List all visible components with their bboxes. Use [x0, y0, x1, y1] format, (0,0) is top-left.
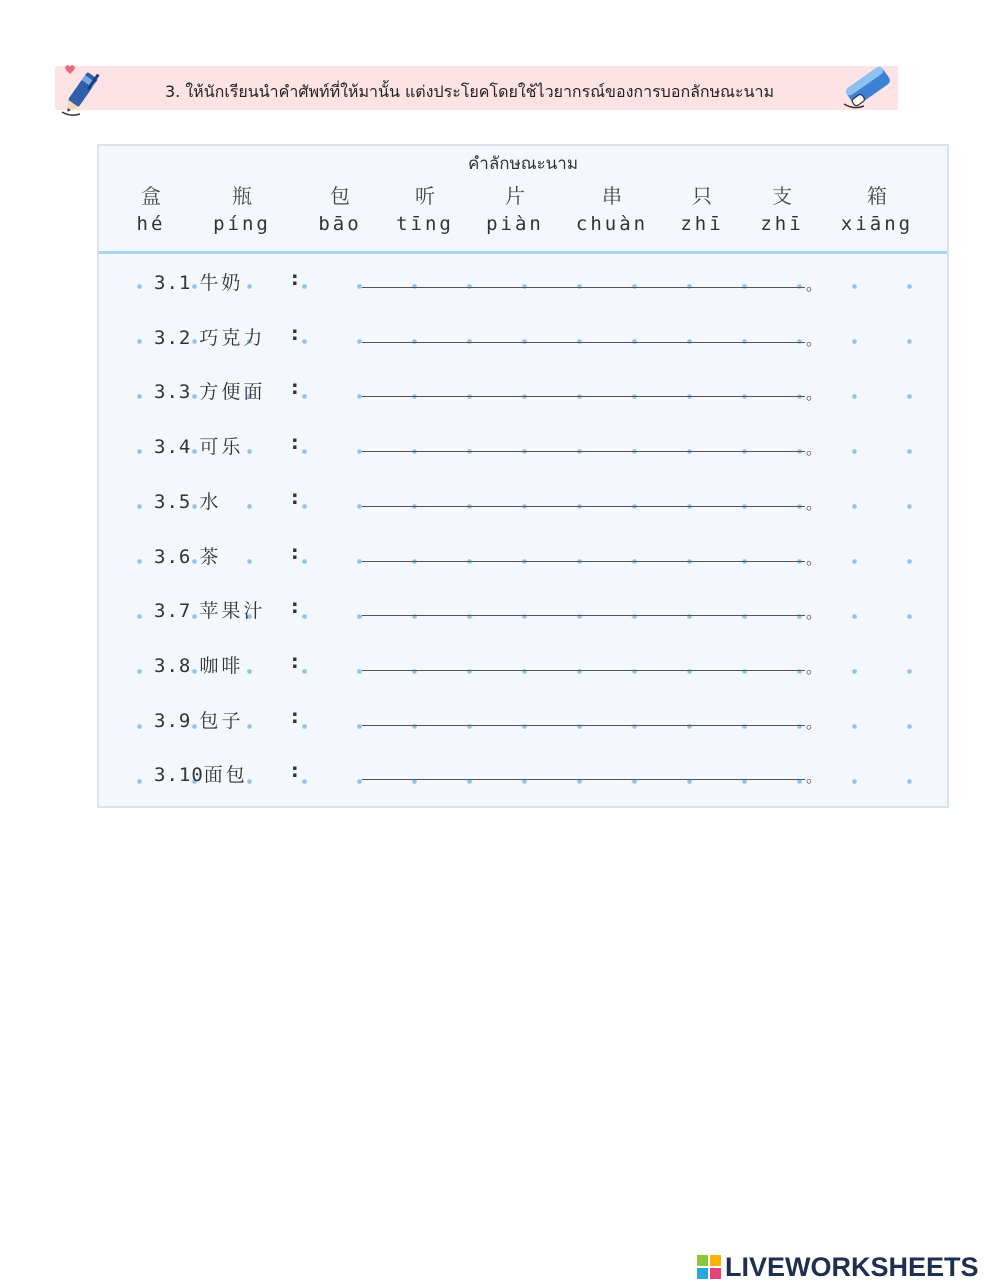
exercise-word: 面包 [203, 764, 248, 786]
colon: : [291, 542, 299, 564]
exercise-row [99, 760, 947, 800]
liveworksheets-logo[interactable] [697, 1252, 997, 1282]
period: 。 [806, 275, 823, 294]
answer-line[interactable] [362, 725, 805, 726]
measure-word-ting [380, 180, 470, 235]
exercise-word: 可乐 [199, 436, 244, 458]
exercise-number: 3.10 [154, 764, 204, 786]
exercise-row [99, 268, 947, 308]
exercise-label [154, 268, 243, 295]
exercise-word: 苹果汁 [199, 600, 266, 622]
exercise-word: 方便面 [199, 381, 266, 403]
exercise-number: 3.9 [154, 710, 192, 732]
exercise-word: 水 [199, 491, 222, 513]
measure-word-pian [470, 180, 560, 235]
exercise-label [154, 651, 243, 678]
worksheet-card [97, 144, 949, 808]
exercise-number: 3.3 [154, 381, 192, 403]
colon: : [291, 432, 299, 454]
colon: : [291, 651, 299, 673]
pinyin: chuàn [575, 213, 649, 235]
exercise-word: 包子 [199, 710, 244, 732]
hanzi: 支 [772, 184, 792, 208]
measure-word-xiang [832, 180, 922, 235]
exercise-label [154, 323, 265, 350]
exercise-word: 茶 [199, 546, 222, 568]
answer-line[interactable] [362, 342, 805, 343]
exercise-number: 3.8 [154, 655, 192, 677]
measure-word-title: คำลักษณะนาม [467, 154, 579, 174]
pinyin: piàn [486, 213, 544, 235]
exercise-row [99, 432, 947, 472]
measure-word-bao [295, 180, 385, 235]
answer-line[interactable] [362, 779, 805, 780]
exercise-word: 咖啡 [199, 655, 244, 677]
hanzi: 盒 [141, 184, 161, 208]
exercise-label [154, 377, 265, 404]
exercise-label [154, 760, 248, 787]
pen-icon [58, 60, 106, 118]
measure-word-zhi-1 [657, 180, 747, 235]
measure-word-ping [197, 180, 287, 235]
pinyin: píng [213, 213, 271, 235]
answer-line[interactable] [362, 670, 805, 671]
answer-line[interactable] [362, 396, 805, 397]
pinyin: hé [136, 213, 166, 235]
exercise-row [99, 323, 947, 363]
answer-line[interactable] [362, 615, 805, 616]
hanzi: 瓶 [232, 184, 252, 208]
answer-line[interactable] [362, 506, 805, 507]
exercise-row [99, 596, 947, 636]
instruction-banner [55, 66, 898, 110]
exercise-row [99, 651, 947, 691]
hanzi: 串 [602, 184, 622, 208]
exercise-number: 3.1 [154, 272, 192, 294]
period: 。 [806, 330, 823, 349]
period: 。 [806, 603, 823, 622]
answer-line[interactable] [362, 287, 805, 288]
answer-line[interactable] [362, 561, 805, 562]
exercise-row [99, 377, 947, 417]
hanzi: 片 [505, 184, 525, 208]
exercise-label [154, 432, 243, 459]
exercise-row [99, 706, 947, 746]
exercise-label [154, 596, 265, 623]
exercise-row [99, 487, 947, 527]
exercise-number: 3.7 [154, 600, 192, 622]
colon: : [291, 760, 299, 782]
exercise-label [154, 487, 221, 514]
liveworksheets-logo-icon [697, 1255, 721, 1279]
colon: : [291, 487, 299, 509]
colon: : [291, 323, 299, 345]
answer-line[interactable] [362, 451, 805, 452]
period: 。 [806, 549, 823, 568]
period: 。 [806, 767, 823, 786]
period: 。 [806, 658, 823, 677]
exercise-number: 3.4 [154, 436, 192, 458]
exercise-row [99, 542, 947, 582]
eraser-icon [838, 56, 898, 116]
period: 。 [806, 439, 823, 458]
exercise-word: 巧克力 [199, 327, 266, 349]
liveworksheets-brand: LIVEWORKSHEETS [725, 1252, 979, 1282]
measure-word-header [99, 146, 947, 254]
exercise-label [154, 542, 221, 569]
pinyin: zhī [760, 213, 804, 235]
period: 。 [806, 384, 823, 403]
exercise-word: 牛奶 [199, 272, 244, 294]
colon: : [291, 596, 299, 618]
period: 。 [806, 713, 823, 732]
hanzi: 箱 [867, 184, 887, 208]
colon: : [291, 268, 299, 290]
hanzi: 听 [415, 184, 435, 208]
measure-word-chuan [567, 180, 657, 235]
pinyin: zhī [680, 213, 724, 235]
colon: : [291, 706, 299, 728]
measure-word-zhi-2 [737, 180, 827, 235]
exercise-number: 3.2 [154, 327, 192, 349]
colon: : [291, 377, 299, 399]
exercise-number: 3.5 [154, 491, 192, 513]
period: 。 [806, 494, 823, 513]
exercise-label [154, 706, 243, 733]
pinyin: xiāng [840, 213, 914, 235]
hanzi: 包 [330, 184, 350, 208]
pinyin: bāo [318, 213, 362, 235]
hanzi: 只 [692, 184, 712, 208]
measure-word-he [106, 180, 196, 235]
pinyin: tīng [396, 213, 454, 235]
instruction-title: 3. ให้นักเรียนนำคำศัพท์ที่ให้มานั้น แต่งประโยคโดยใช้ไวยากรณ์ของการบอกลักษณะนาม [165, 82, 775, 101]
exercise-number: 3.6 [154, 546, 192, 568]
